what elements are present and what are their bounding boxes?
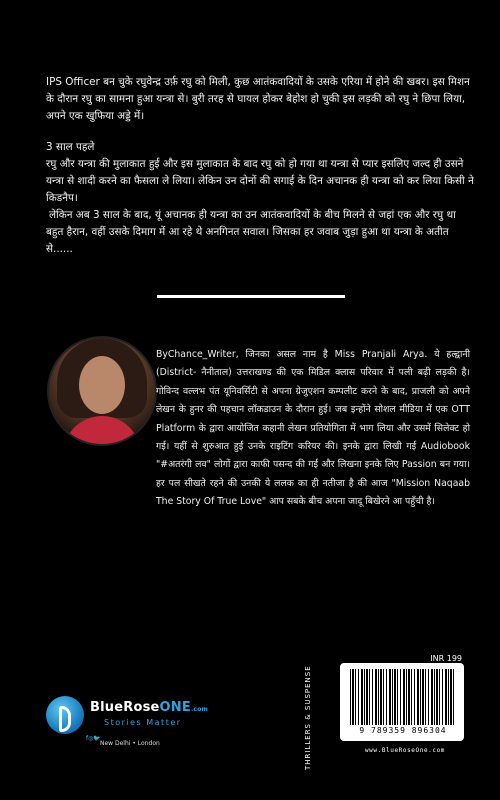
barcode <box>340 663 464 741</box>
synopsis <box>46 74 476 258</box>
barcode-bars <box>350 669 454 725</box>
synopsis-heading: 3 साल पहले <box>46 141 95 153</box>
divider <box>157 295 345 298</box>
website-url: www.BlueRoseOne.com <box>364 747 446 754</box>
genre-label: THRILLERS & SUSPENSE <box>304 665 312 770</box>
social-icons: f◎🐦 <box>86 735 101 742</box>
publisher-logo-icon <box>46 696 84 734</box>
synopsis-paragraph-1: IPS Officer बन चुके रघुवेन्द्र उर्फ़ रघु को मिली, कुछ आतंकवादियों के उसके एरिया में होने की खबर। इस मिशन के दौरान रघु का सामना हुआ यन्त्रा से। बुरी तरह से घायल होकर बेहोश हो चुकी इस लड़की को रघु ने छिपा लिया, अपने एक खुफिया अड्डे में। <box>46 76 470 122</box>
isbn-number: 9 789359 896304 <box>359 726 447 735</box>
publisher-logo <box>46 692 206 752</box>
publisher-tagline: Stories Matter <box>104 718 182 727</box>
publisher-name: BlueRoseONE.com <box>90 700 208 715</box>
publisher-cities: New Delhi • London <box>100 740 160 747</box>
author-photo <box>47 336 157 446</box>
synopsis-paragraph-2: रघु और यन्त्रा की मुलाकात हुई और इस मुलाकात के बाद रघु को हो गया था यन्त्रा से प्यार इसलिए जल्द ही उसने यन्त्रा से शादी करने का फैसला ले लिया। लेकिन उन दोनों की सगाई के दिन अचानक ही यन्त्रा को कर लिया किसी ने किडनैप। <box>46 158 474 204</box>
author-bio: ByChance_Writer, जिनका असल नाम है Miss Pranjali Arya. ये हल्द्वानी (District- नैनीताल) उत्तराखण्ड की एक मिडिल क्लास परिवार में पली बढ़ी लड़की है। गोविन्द वल्लभ पंत यूनिवर्सिटी से अपना ग्रेजुएशन कम्पलीट करने के बाद, प्राजली को अपने लेखन के हुनर की पहचान लॉकडाउन के दौरान हुई। जब इन्होंने सोशल मीडिया में एक OTT Platform के द्वारा आयोजित कहानी लेखन प्रतियोगिता में भाग लिया और उसमें सिलेक्ट हो गई। यहीं से शुरुआत हुई उनके राइटिंग करियर की। इनके द्वारा लिखी गई Audiobook "#अतरंगी लव" लोगों द्वारा काफी पसन्द की गई और लिखना इनके लिए Passion बन गया। हर पल सीखते रहने की उनकी ये ललक का ही नतीजा है की आज "Mission Naqaab The Story Of True Love" आप सबके बीच अपना जादू बिखेरने आ पहुँची है। <box>156 349 470 508</box>
synopsis-paragraph-3: लेकिन अब 3 साल के बाद, यूं अचानक ही यन्त्रा का उन आतंकवादियों के बीच मिलने से जहां एक और रघु था बहुत हैरान, वहीं उसके दिमाग में आ रहे थे अनगिनत सवाल। जिसका हर जवाब जुड़ा हुआ था यन्त्रा के अतीत से...... <box>46 209 456 255</box>
price-label: INR 199 <box>430 654 462 663</box>
